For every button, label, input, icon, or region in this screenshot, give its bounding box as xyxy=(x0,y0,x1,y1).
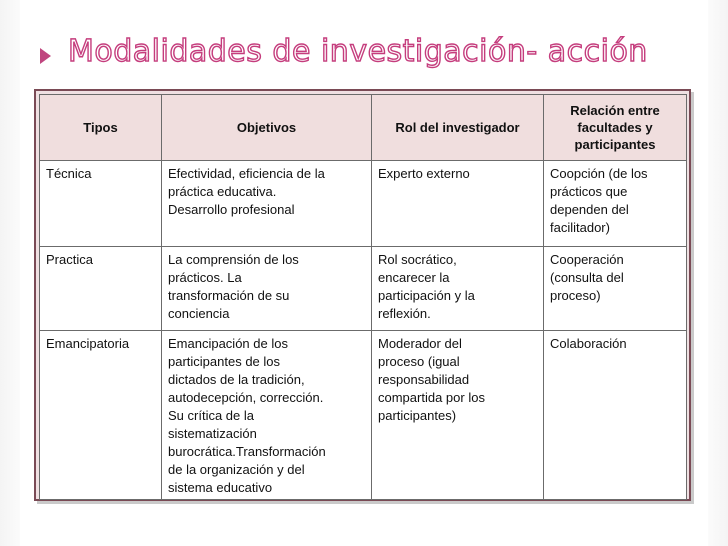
cell-relacion: Cooperación (consulta del proceso) xyxy=(544,247,687,331)
header-relacion: Relación entre facultades y participantes xyxy=(544,95,687,161)
title-bullet-icon xyxy=(40,48,51,64)
cell-tipo: Practica xyxy=(40,247,162,331)
table-header-row xyxy=(40,95,687,161)
cell-objetivos: Emancipación de los participantes de los dictados de la tradición, autodecepción, corrección. Su crítica de la sistematización burocrática.Transformación de la organización y del sistema educativo xyxy=(162,331,372,500)
left-decorative-band xyxy=(0,0,20,546)
cell-objetivos: Efectividad, eficiencia de la práctica educativa. Desarrollo profesional xyxy=(162,161,372,247)
slide-title: Modalidades de investigación- acción xyxy=(68,34,648,69)
right-decorative-band xyxy=(708,0,728,546)
table-row xyxy=(40,161,687,247)
cell-rol: Experto externo xyxy=(372,161,544,247)
cell-relacion: Colaboración xyxy=(544,331,687,500)
header-objetivos: Objetivos xyxy=(162,95,372,161)
table-row xyxy=(40,331,687,500)
cell-rol: Rol socrático, encarecer la participación y la reflexión. xyxy=(372,247,544,331)
cell-tipo: Emancipatoria xyxy=(40,331,162,500)
modalities-table xyxy=(39,94,687,500)
table-frame xyxy=(34,89,691,501)
cell-relacion: Coopción (de los prácticos que dependen del facilitador) xyxy=(544,161,687,247)
table-row xyxy=(40,247,687,331)
cell-tipo: Técnica xyxy=(40,161,162,247)
cell-rol: Moderador del proceso (igual responsabilidad compartida por los participantes) xyxy=(372,331,544,500)
header-rol-investigador: Rol del investigador xyxy=(372,95,544,161)
header-tipos: Tipos xyxy=(40,95,162,161)
cell-objetivos: La comprensión de los prácticos. La transformación de su conciencia xyxy=(162,247,372,331)
